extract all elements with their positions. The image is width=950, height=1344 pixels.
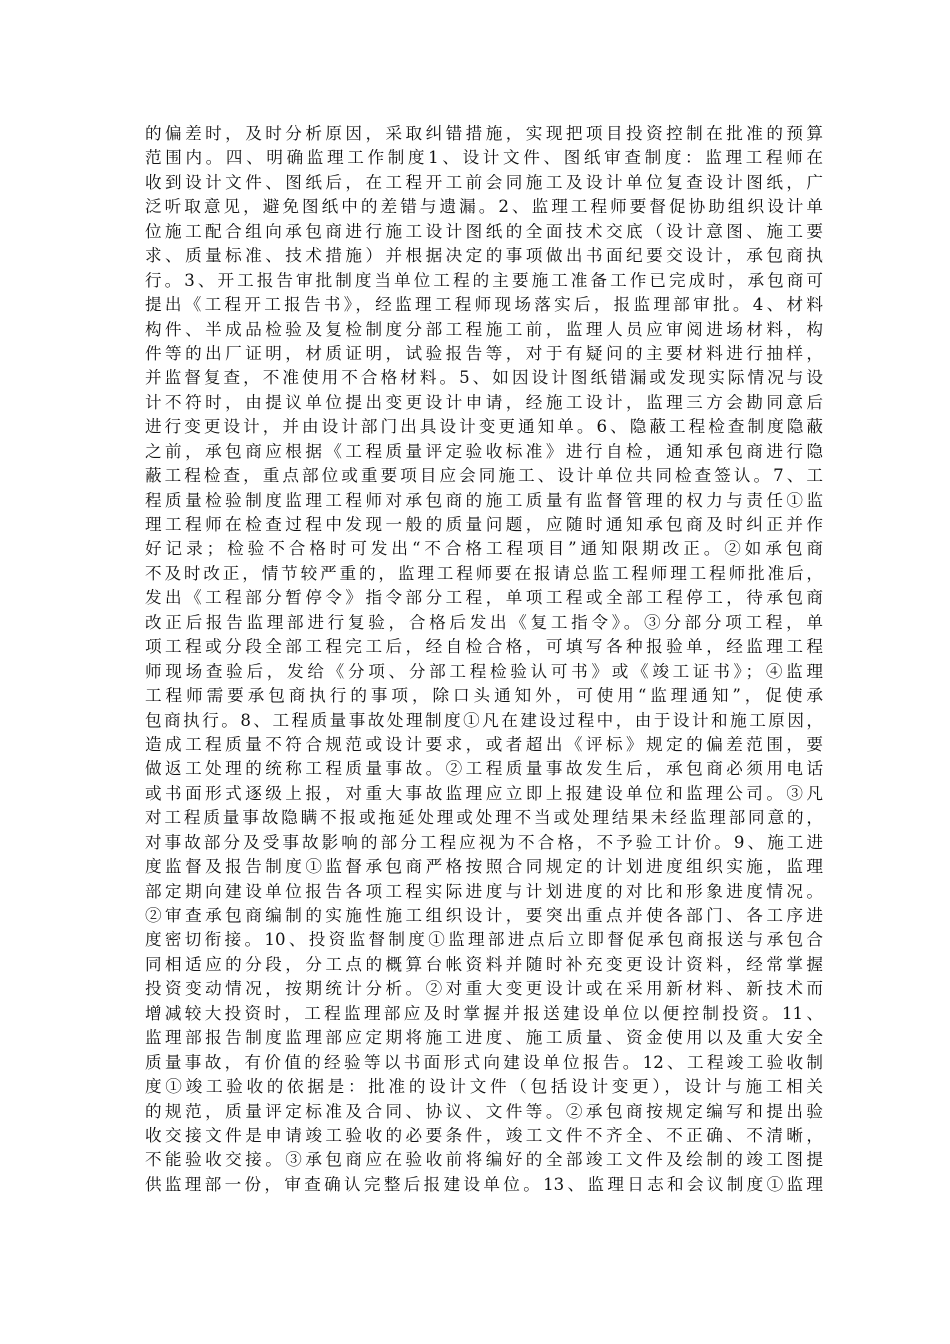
text-line: 之前，承包商应根据《工程质量评定验收标准》进行自检，通知承包商进行隐 xyxy=(145,441,823,461)
text-line: 师现场查验后，发给《分项、分部工程检验认可书》或《竣工证书》；④监理 xyxy=(145,661,823,681)
text-line: 投资变动情况，按期统计分析。②对重大变更设计或在采用新材料、新技术而 xyxy=(145,979,823,999)
text-line: 包商执行。8、工程质量事故处理制度①凡在建设过程中，由于设计和施工原因， xyxy=(145,710,823,730)
text-line: 泛听取意见，避免图纸中的差错与遗漏。2、监理工程师要督促协助组织设计单 xyxy=(145,197,823,217)
text-line: 监理部报告制度监理部应定期将施工进度、施工质量、资金使用以及重大安全 xyxy=(145,1028,823,1048)
text-line: 对工程质量事故隐瞒不报或拖延处理或处理不当或处理结果未经监理部同意的， xyxy=(145,808,823,828)
text-line: 的偏差时，及时分析原因，采取纠错措施，实现把项目投资控制在批准的预算 xyxy=(145,124,823,143)
text-line: 件等的出厂证明，材质证明，试验报告等，对于有疑问的主要材料进行抽样， xyxy=(145,343,823,363)
text-line: 不及时改正，情节较严重的，监理工程师要在报请总监工程师理工程师批准后， xyxy=(145,563,823,583)
text-line: 同相适应的分段，分工点的概算台帐资料并随时补充变更设计资料，经常掌握 xyxy=(145,954,823,974)
text-line: 部定期向建设单位报告各项工程实际进度与计划进度的对比和形象进度情况。 xyxy=(145,881,823,901)
text-line: 质量事故，有价值的经验等以书面形式向建设单位报告。12、工程竣工验收制 xyxy=(145,1052,823,1072)
text-line: 提出《工程开工报告书》，经监理工程师现场落实后，报监理部审批。4、材料 xyxy=(145,295,823,315)
text-line: 范围内。四、明确监理工作制度1、设计文件、图纸审查制度：监理工程师在 xyxy=(145,148,823,168)
text-line: 项工程或分段全部工程完工后，经自检合格，可填写各种报验单，经监理工程 xyxy=(145,637,823,657)
text-line: 好记录；检验不合格时可发出“不合格工程项目”通知限期改正。②如承包商 xyxy=(145,539,823,559)
text-line: 对事故部分及受事故影响的部分工程应视为不合格，不予验工计价。9、施工进 xyxy=(145,832,823,852)
text-line: 行。3、开工报告审批制度当单位工程的主要施工准备工作已完成时，承包商可 xyxy=(145,270,823,290)
text-line: 做返工处理的统称工程质量事故。②工程质量事故发生后，承包商必须用电话 xyxy=(145,759,823,779)
body-text xyxy=(145,122,823,1197)
text-line: 求、质量标准、技术措施）并根据决定的事项做出书面纪要交设计，承包商执 xyxy=(145,246,823,266)
text-line: 造成工程质量不符合规范或设计要求，或者超出《评标》规定的偏差范围，要 xyxy=(145,734,823,754)
text-line: 理工程师在检查过程中发现一般的质量问题，应随时通知承包商及时纠正并作 xyxy=(145,515,823,534)
text-line: 的规范，质量评定标准及合同、协议、文件等。②承包商按规定编写和提出验 xyxy=(145,1101,823,1121)
text-line: 度①竣工验收的依据是：批准的设计文件（包括设计变更），设计与施工相关 xyxy=(145,1077,823,1097)
text-line: 改正后报告监理部进行复验，合格后发出《复工指令》。③分部分项工程，单 xyxy=(145,612,823,632)
text-line: 进行变更设计，并由设计部门出具设计变更通知单。6、隐蔽工程检查制度隐蔽 xyxy=(145,417,823,437)
text-line: 位施工配合组向承包商进行施工设计图纸的全面技术交底（设计意图、施工要 xyxy=(145,221,823,241)
text-line: 增减较大投资时，工程监理部应及时掌握并报送建设单位以便控制投资。11、 xyxy=(145,1003,823,1023)
text-line: 收交接文件是申请竣工验收的必要条件，竣工文件不齐全、不正确、不清晰， xyxy=(145,1125,823,1145)
text-line: 度密切衔接。10、投资监督制度①监理部进点后立即督促承包商报送与承包合 xyxy=(145,930,823,950)
text-line: 或书面形式逐级上报，对重大事故监理应立即上报建设单位和监理公司。③凡 xyxy=(145,783,823,803)
text-line: 收到设计文件、图纸后，在工程开工前会同施工及设计单位复查设计图纸，广 xyxy=(145,172,823,192)
text-line: 程质量检验制度监理工程师对承包商的施工质量有监督管理的权力与责任①监 xyxy=(145,490,823,510)
text-line: 不能验收交接。③承包商应在验收前将编好的全部竣工文件及绘制的竣工图提 xyxy=(145,1150,823,1170)
text-line: 发出《工程部分暂停令》指令部分工程，单项工程或全部工程停工，待承包商 xyxy=(145,588,823,608)
text-line: 供监理部一份，审查确认完整后报建设单位。13、监理日志和会议制度①监理 xyxy=(145,1174,823,1194)
text-line: 工程师需要承包商执行的事项，除口头通知外，可使用“监理通知”，促使承 xyxy=(145,686,823,706)
text-line: 度监督及报告制度①监督承包商严格按照合同规定的计划进度组织实施，监理 xyxy=(145,857,823,877)
text-line: ②审查承包商编制的实施性施工组织设计，要突出重点并使各部门、各工序进 xyxy=(145,906,823,925)
text-line: 蔽工程检查，重点部位或重要项目应会同施工、设计单位共同检查签认。7、工 xyxy=(145,466,823,486)
text-line: 计不符时，由提议单位提出变更设计申请，经施工设计，监理三方会勘同意后 xyxy=(145,392,823,412)
text-line: 并监督复查，不准使用不合格材料。5、如因设计图纸错漏或发现实际情况与设 xyxy=(145,368,823,388)
text-line: 构件、半成品检验及复检制度分部工程施工前，监理人员应审阅进场材料，构 xyxy=(145,319,823,339)
